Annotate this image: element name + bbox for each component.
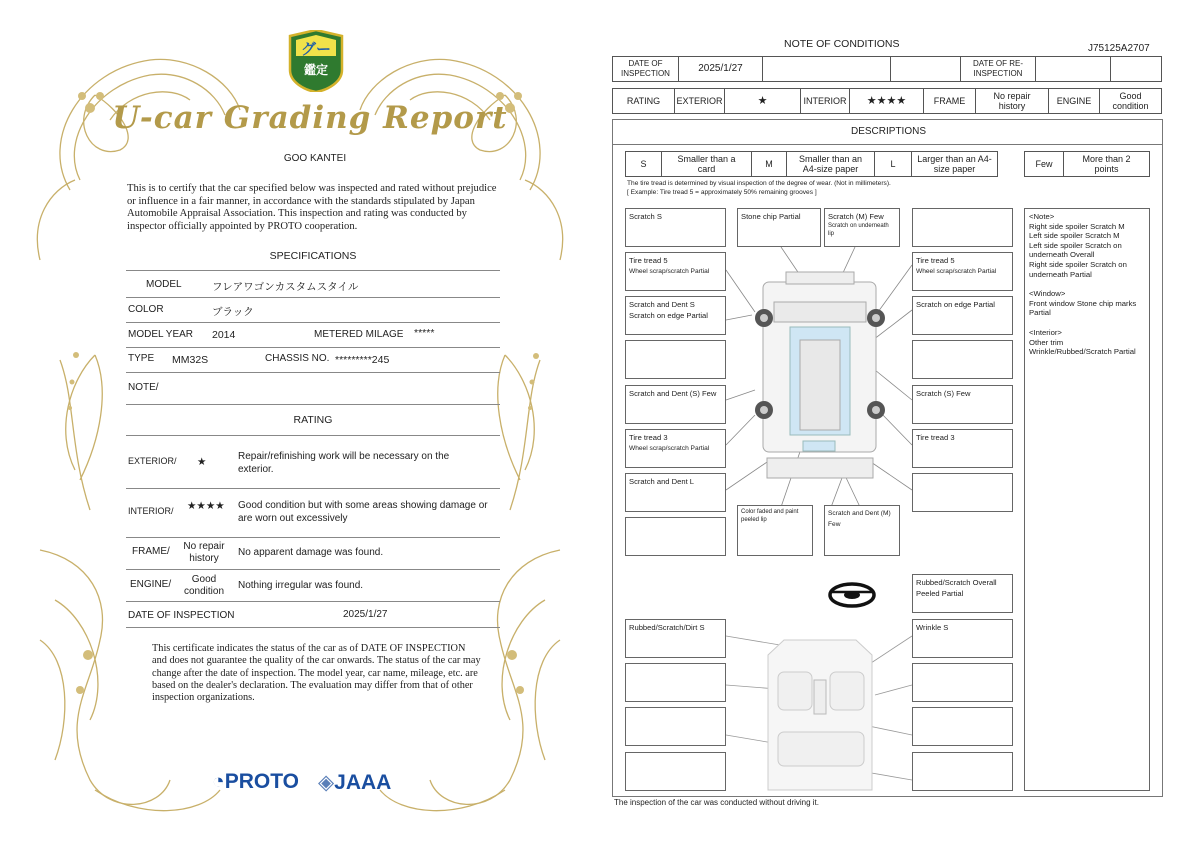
remarks-window-heading: <Window>	[1029, 289, 1066, 299]
badge-line2: 鑑定	[303, 63, 329, 77]
divider	[126, 297, 500, 298]
frame-label: FRAME/	[132, 546, 170, 557]
condition-box-right-2	[912, 252, 1013, 291]
condition-box-right-3	[912, 296, 1013, 335]
condition-box-left-4	[625, 340, 726, 379]
condition-box-right-4	[912, 340, 1013, 379]
condition-box-left-3	[625, 296, 726, 335]
condition-text: Wrinkle S	[916, 623, 949, 632]
reinspection-date-label: DATE OF RE-INSPECTION	[961, 56, 1036, 82]
proto-mark-icon: ◔	[212, 770, 225, 793]
condition-box-left-1	[625, 208, 726, 247]
condition-text: Scratch and Dent (S) Few	[629, 389, 717, 398]
inspection-date-label: DATE OF INSPECTION	[612, 56, 679, 82]
condition-text: Scratch (S) Few	[916, 389, 971, 398]
divider	[126, 488, 500, 489]
divider	[126, 270, 500, 271]
condition-text: Tire tread 5	[916, 256, 955, 265]
condition-box-top-1	[737, 208, 821, 247]
interior-box-left-2	[625, 663, 726, 702]
chassis-value: *********245	[335, 354, 390, 366]
condition-box-right-5	[912, 385, 1013, 424]
condition-subtext: Wheel scrap/scratch Partial	[916, 268, 997, 275]
divider	[126, 404, 500, 405]
interior-label: INTERIOR/	[128, 506, 174, 516]
jaaa-logo	[318, 770, 391, 795]
condition-subtext: Wheel scrap/scratch Partial	[629, 445, 710, 452]
condition-box-right-7	[912, 473, 1013, 512]
remark-item: Left side spoiler Scratch on underneath Overall	[1029, 240, 1122, 260]
inspection-date-label: DATE OF INSPECTION	[128, 610, 235, 621]
remarks-note-heading: <Note>	[1029, 212, 1055, 221]
divider	[126, 569, 500, 570]
condition-box-left-6	[625, 429, 726, 468]
remark-item: Other trim	[1029, 337, 1064, 347]
condition-text: Tire tread 3	[629, 433, 668, 442]
remark-item: Right side spoiler Scratch M	[1029, 221, 1125, 231]
note-title: NOTE OF CONDITIONS	[784, 38, 900, 50]
rating-heading: RATING	[293, 414, 333, 426]
engine-value: Good condition	[1100, 88, 1162, 114]
interior-description: Good condition but with some areas showing damage or are worn out excessively	[238, 500, 488, 524]
tire-tread-example: [ Example: Tire tread 5 = approximately 50% remaining grooves ]	[627, 189, 817, 196]
condition-text: Scratch and Dent L	[629, 477, 695, 486]
divider	[126, 601, 500, 602]
condition-box-bottom-2	[824, 505, 900, 556]
condition-box-steering	[912, 574, 1013, 613]
condition-text: Scratch on edge Partial	[916, 300, 995, 309]
divider	[126, 537, 500, 538]
remark-item: Left side spoiler Scratch M	[1029, 231, 1120, 241]
remark-item: Wrinkle/Rubbed/Scratch Partial	[1029, 347, 1136, 357]
chassis-label: CHASSIS NO.	[265, 353, 330, 364]
condition-text: Tire tread 3	[916, 433, 955, 442]
rating-label: RATING	[612, 88, 675, 114]
engine-value: Good condition	[183, 574, 225, 597]
condition-text: Rubbed/Scratch Overall	[916, 578, 997, 587]
report-subtitle: GOO KANTEI	[283, 153, 347, 164]
document-id: J75125A2707	[1088, 43, 1150, 54]
interior-box-right-1	[912, 619, 1013, 658]
proto-logo	[212, 770, 299, 794]
engine-label: ENGINE/	[130, 579, 172, 590]
interior-box-right-2	[912, 663, 1013, 702]
color-value: ブラック	[212, 306, 254, 318]
interior-label: INTERIOR	[801, 88, 850, 114]
certify-paragraph: This is to certify that the car specified below was inspected and rated without prejudice or influence in a fair manner, in accordance with the standards stipulated by Japan Automobile Appraisal Association. This inspection and rating was conducted by inspector officially appointed by PROTO cooperation.	[127, 183, 497, 232]
jaaa-logo-text: JAAA	[334, 771, 392, 794]
exterior-label: EXTERIOR/	[128, 456, 177, 466]
inspection-footer-note: The inspection of the car was conducted without driving it.	[614, 798, 819, 807]
condition-box-left-2	[625, 252, 726, 291]
type-value: MM32S	[172, 354, 209, 366]
legend-l: L	[875, 151, 912, 177]
condition-text: Tire tread 5	[629, 256, 668, 265]
divider	[126, 322, 500, 323]
engine-label: ENGINE	[1049, 88, 1100, 114]
condition-box-left-5	[625, 385, 726, 424]
interior-box-left-4	[625, 752, 726, 791]
legend-few-desc: More than 2 points	[1064, 151, 1150, 177]
frame-value: No repair history	[976, 88, 1049, 114]
condition-text: Scratch and Dent (M) Few	[828, 510, 891, 528]
interior-box-right-3	[912, 707, 1013, 746]
inspection-date-value: 2025/1/27	[679, 56, 763, 82]
note-of-conditions	[600, 0, 1200, 848]
mileage-value: *****	[414, 327, 435, 339]
type-label: TYPE	[128, 353, 155, 364]
model-label: MODEL	[146, 279, 182, 290]
proto-logo-text: PROTO	[224, 770, 299, 793]
legend-s: S	[625, 151, 662, 177]
interior-box-left-1	[625, 619, 726, 658]
frame-description: No apparent damage was found.	[238, 547, 384, 558]
condition-box-right-1	[912, 208, 1013, 247]
legend-m-desc: Smaller than an A4-size paper	[787, 151, 875, 177]
divider	[126, 372, 500, 373]
remark-item: Right side spoiler Scratch on underneath Partial	[1029, 259, 1127, 279]
condition-text: Scratch (M) Few	[828, 212, 884, 221]
mileage-label: METERED MILAGE	[314, 329, 404, 340]
certificate-disclaimer: This certificate indicates the status of the car as of DATE OF INSPECTION and does not guarantee the quality of the car onwards. The status of the car may change after the date of inspection. The model year, car name, mileage, etc. are based on the dealer's declaration. The evaluation may differ from that of other inspection organizations.	[152, 643, 481, 704]
jaaa-mark-icon: ◈	[318, 771, 335, 794]
badge-line1: グー	[300, 40, 332, 58]
interior-stars: ★★★★	[187, 500, 225, 512]
condition-subtext: Scratch on underneath lip	[828, 223, 889, 237]
exterior-stars: ★	[197, 456, 207, 468]
divider	[126, 435, 500, 436]
legend-few: Few	[1024, 151, 1064, 177]
model-year-label: MODEL YEAR	[128, 329, 194, 340]
condition-subtext: Scratch on edge Partial	[629, 311, 708, 320]
condition-box-left-7	[625, 473, 726, 512]
specifications-heading: SPECIFICATIONS	[269, 250, 357, 262]
exterior-label: EXTERIOR	[675, 88, 725, 114]
model-year-value: 2014	[212, 329, 236, 341]
tire-tread-note: The tire tread is determined by visual inspection of the degree of wear. (Not in millimeters).	[627, 180, 891, 187]
exterior-stars: ★	[725, 88, 801, 114]
interior-stars: ★★★★	[850, 88, 924, 114]
condition-text: Rubbed/Scratch/Dirt S	[629, 623, 705, 632]
goo-kantei-badge-icon	[286, 30, 346, 92]
divider	[126, 627, 500, 628]
frame-value: No repair history	[183, 541, 225, 564]
condition-box-left-8	[625, 517, 726, 556]
condition-subtext: Peeled Partial	[916, 589, 964, 598]
inspection-date-value: 2025/1/27	[343, 609, 388, 620]
condition-text: Scratch S	[629, 212, 662, 221]
color-label: COLOR	[128, 304, 164, 315]
condition-box-top-2	[824, 208, 900, 247]
note-label: NOTE/	[128, 382, 159, 393]
exterior-description: Repair/refinishing work will be necessary on the exterior.	[238, 451, 450, 475]
report-title: U-car Grading Report	[112, 100, 508, 136]
condition-text: Stone chip Partial	[741, 212, 801, 221]
legend-s-desc: Smaller than a card	[662, 151, 752, 177]
remarks-interior-heading: <Interior>	[1029, 327, 1062, 337]
remarks-panel	[1024, 208, 1150, 791]
condition-box-bottom-1	[737, 505, 813, 556]
remark-item: Front window Stone chip marks Partial	[1029, 298, 1137, 318]
condition-text: Color faded and paint peeled lip	[741, 509, 799, 523]
legend-m: M	[752, 151, 787, 177]
condition-text: Scratch and Dent S	[629, 300, 695, 309]
interior-box-left-3	[625, 707, 726, 746]
model-value: フレアワゴンカスタムスタイル	[212, 281, 359, 293]
engine-description: Nothing irregular was found.	[238, 580, 364, 591]
condition-subtext: Wheel scrap/scratch Partial	[629, 268, 710, 275]
condition-box-right-6	[912, 429, 1013, 468]
legend-l-desc: Larger than an A4-size paper	[912, 151, 998, 177]
divider	[126, 347, 500, 348]
frame-label: FRAME	[924, 88, 976, 114]
descriptions-heading: DESCRIPTIONS	[851, 126, 927, 137]
interior-box-right-4	[912, 752, 1013, 791]
